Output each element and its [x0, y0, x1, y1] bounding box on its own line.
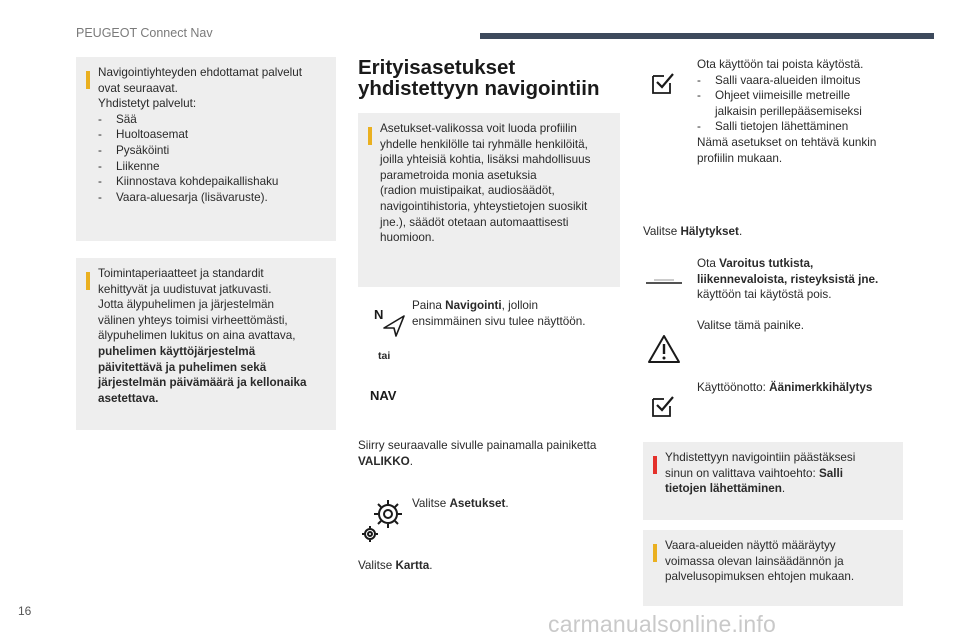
checkbox-block-text: Ota käyttöön tai poista käytöstä. - Salli vaara-alueiden ilmoitus - Ohjeet viimeisille metreille jalkaisin perillepääsemiseksi - Salli tietojen lähettäminen Nämä asetukset on tehtävä kunkin profiilin mukaan. — [697, 58, 877, 165]
activation-text: Käyttöönotto: Äänimerkkihälytys — [697, 381, 873, 394]
page-number: 16 — [18, 604, 32, 618]
principles-info-box — [76, 258, 336, 430]
profiles-line: jne.), säädöt otetaan automaattisesti — [380, 215, 569, 229]
warnings-toggle-text: Ota Varoitus tutkista, liikennevaloista, risteyksistä jne. käyttöön tai käytöstä pois. — [697, 257, 879, 302]
principles-line: Jotta älypuhelimen ja järjestelmän — [98, 298, 275, 312]
principles-line: älypuhelimen lukitus on aina avattava, — [98, 329, 296, 343]
principles-line: kehittyvät ja uudistuvat jatkuvasti. — [98, 282, 272, 296]
gear-icon — [360, 494, 408, 544]
warning-triangle-icon — [647, 334, 681, 364]
list-item: - Kiinnostava kohdepaikallishaku — [98, 175, 279, 189]
map-step-text: Valitse Kartta. — [358, 559, 433, 572]
profiles-line: yhdelle henkilölle tai ryhmälle henkilöitä, — [380, 137, 588, 151]
or-label: tai — [378, 350, 391, 362]
settings-step-text: Valitse Asetukset. — [412, 497, 509, 510]
services-intro-3: Yhdistetyt palvelut: — [98, 97, 197, 111]
profiles-line: Asetukset-valikossa voit luoda profiilin — [380, 122, 577, 135]
profiles-line: huomioon. — [380, 231, 435, 245]
services-intro-1: Navigointiyhteyden ehdottamat palvelut — [98, 66, 303, 79]
menu-step-text: Siirry seuraavalle sivulle painamalla painiketta VALIKKO. — [358, 439, 597, 468]
list-item: - Huoltoasemat — [98, 128, 189, 142]
list-item: - Liikenne — [98, 159, 160, 173]
profiles-line: parametroida monia asetuksia — [380, 168, 537, 182]
exclamation-icon — [653, 456, 657, 474]
profiles-line: navigointihistoria, yhteystietojen suosikit — [380, 199, 588, 213]
document-header-title: PEUGEOT Connect Nav — [76, 26, 213, 40]
principles-bold-line: päivitettävä ja puhelimen sekä — [98, 360, 267, 374]
info-bar-icon — [368, 127, 372, 145]
principles-bold-line: asetettava. — [98, 391, 159, 405]
services-intro-2: ovat seuraavat. — [98, 81, 178, 95]
profiles-info-box — [358, 113, 620, 287]
principles-line: Toimintaperiaatteet ja standardit — [98, 267, 264, 280]
alerts-step-text: Valitse Hälytykset. — [643, 225, 743, 238]
info-bar-icon — [86, 272, 90, 290]
watermark: carmanualsonline.info — [548, 611, 776, 637]
header-bar — [480, 33, 934, 39]
press-button-text: Valitse tämä painike. — [697, 319, 804, 332]
info-bar-icon — [86, 71, 90, 89]
svg-text:N: N — [374, 307, 384, 322]
principles-bold-line: puhelimen käyttöjärjestelmä — [98, 344, 256, 358]
navigation-arrow-icon — [372, 306, 412, 340]
info-bar-icon — [653, 544, 657, 562]
list-item: - Pysäköinti — [98, 143, 170, 157]
principles-bold-line: järjestelmän päivämäärä ja kellonaika — [98, 376, 307, 390]
danger-zones-info-box: Vaara-alueiden näyttö määräytyy voimassa olevan lainsäädännön ja palvelusopimuksen ehtojen mukaan. — [643, 530, 903, 606]
profiles-line: joilla yhteisiä kohtia, lisäksi mahdollisuus — [380, 153, 591, 167]
toggle-switch-icon — [644, 275, 684, 289]
services-info-box — [76, 57, 336, 241]
nav-step-text: Paina Navigointi, jolloin ensimmäinen sivu tulee näyttöön. — [412, 299, 586, 328]
list-item: - Vaara-aluesarja (lisävaruste). — [98, 190, 268, 204]
checkbox-icon — [650, 393, 676, 419]
profiles-line: (radion muistipaikat, audiosäädöt, — [380, 184, 555, 198]
checkbox-icon — [650, 70, 676, 96]
nav-button-label: NAV — [370, 388, 397, 403]
list-item: - Sää — [98, 112, 137, 126]
section-title: Erityisasetukset yhdistettyyn navigointiin — [358, 56, 600, 100]
warning-info-box: Yhdistettyyn navigointiin päästäksesi sinun on valittava vaihtoehto: Salli tietojen lähettäminen. — [643, 442, 903, 520]
principles-line: välinen yhteys toimisi virheettömästi, — [98, 313, 288, 327]
